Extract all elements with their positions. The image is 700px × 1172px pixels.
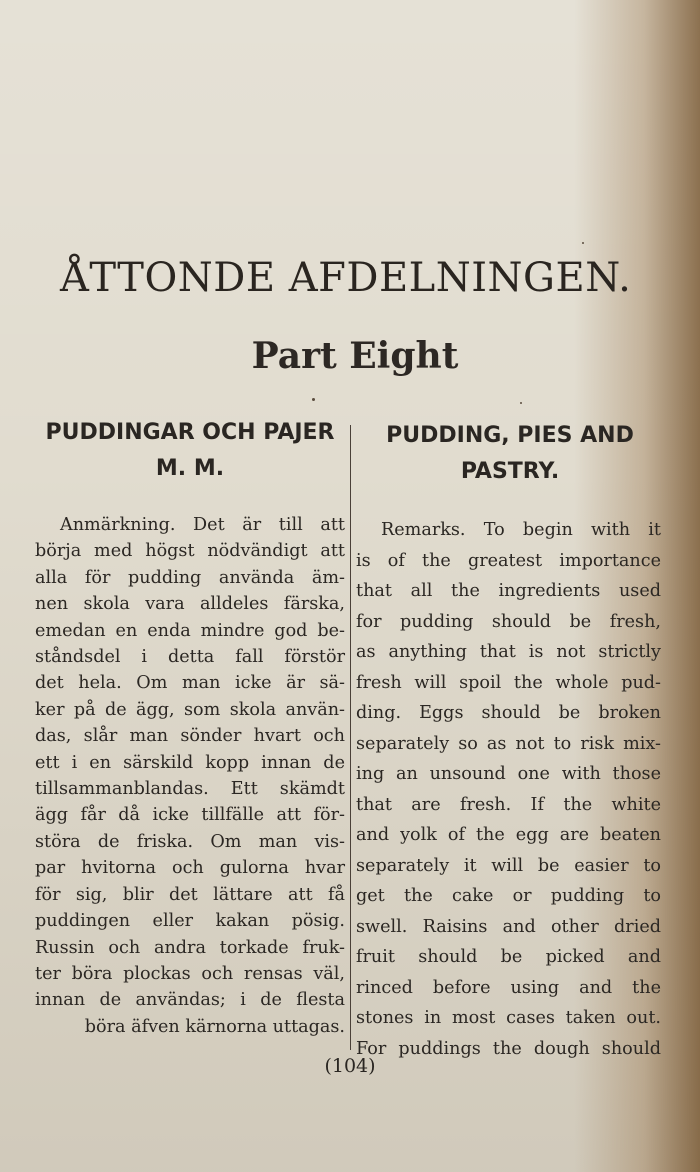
- page-number: (104): [324, 1055, 376, 1077]
- text-line: fresh will spoil the whole pud-: [356, 672, 661, 693]
- swedish-heading-line-1: PUDDINGAR OCH PAJER: [45, 420, 335, 445]
- text-line: For puddings the dough should: [356, 1038, 661, 1059]
- text-line: tillsammanblandas. Ett skämdt: [35, 779, 345, 800]
- text-line: separately it will be easier to: [356, 855, 661, 876]
- text-line: get the cake or pudding to: [356, 886, 661, 906]
- text-line: par hvitorna och gulorna hvar: [35, 858, 345, 879]
- text-line: separately so as not to risk mix-: [356, 733, 661, 754]
- text-line: emedan en enda mindre god be-: [35, 620, 345, 641]
- swedish-column-text: [35, 512, 345, 1040]
- text-line: det hela. Om man icke är sä-: [35, 673, 345, 694]
- paper-speck: [520, 402, 522, 404]
- column-divider: [350, 425, 351, 1050]
- text-line: ing an unsound one with those: [356, 764, 661, 784]
- text-line: stones in most cases taken out.: [356, 1008, 661, 1028]
- text-line: ståndsdel i detta fall förstör: [35, 647, 345, 668]
- text-line: innan de användas; i de flesta: [35, 990, 345, 1011]
- section-title: ÅTTONDE AFDELNINGEN.: [60, 255, 632, 301]
- text-line: that all the ingredients used: [356, 581, 661, 601]
- text-line: Remarks. To begin with it: [381, 520, 661, 540]
- text-line: nen skola vara alldeles färska,: [35, 594, 345, 615]
- text-line: alla för pudding använda äm-: [35, 567, 345, 588]
- text-line: fruit should be picked and: [356, 947, 661, 967]
- text-line: for pudding should be fresh,: [356, 611, 661, 632]
- text-line: ter böra plockas och rensas väl,: [35, 963, 345, 984]
- text-line: ägg får då icke tillfälle att för-: [35, 805, 345, 826]
- text-line: böra äfven kärnorna uttagas.: [84, 1016, 345, 1037]
- text-line: das, slår man sönder hvart och: [35, 726, 345, 747]
- text-line: Russin och andra torkade fruk-: [35, 937, 345, 958]
- english-column-heading: [355, 418, 665, 490]
- swedish-heading-line-2: M. M.: [155, 456, 225, 481]
- text-line: that are fresh. If the white: [356, 794, 661, 815]
- english-heading-line-1: PUDDING, PIES AND: [386, 423, 634, 448]
- text-line: as anything that is not strictly: [356, 642, 661, 662]
- paper-speck: [312, 398, 315, 401]
- text-line: för sig, blir det lättare att få: [35, 884, 345, 905]
- paper-speck: [582, 242, 584, 244]
- english-heading-line-2: PASTRY.: [460, 459, 560, 484]
- english-column-text: [356, 515, 661, 1064]
- swedish-column-heading: [35, 415, 345, 487]
- text-line: börja med högst nödvändigt att: [35, 541, 345, 562]
- text-line: rinced before using and the: [356, 977, 661, 998]
- text-line: swell. Raisins and other dried: [356, 916, 661, 937]
- text-line: ker på de ägg, som skola använ-: [35, 699, 345, 720]
- text-line: and yolk of the egg are beaten: [356, 825, 661, 845]
- section-subtitle: Part Eight: [251, 335, 459, 377]
- text-line: ett i en särskild kopp innan de: [35, 752, 345, 773]
- text-line: ding. Eggs should be broken: [356, 703, 661, 723]
- text-line: is of the greatest importance: [356, 550, 661, 571]
- text-line: störa de friska. Om man vis-: [35, 831, 345, 852]
- text-line: Anmärkning. Det är till att: [60, 515, 345, 535]
- text-line: puddingen eller kakan pösig.: [35, 911, 345, 932]
